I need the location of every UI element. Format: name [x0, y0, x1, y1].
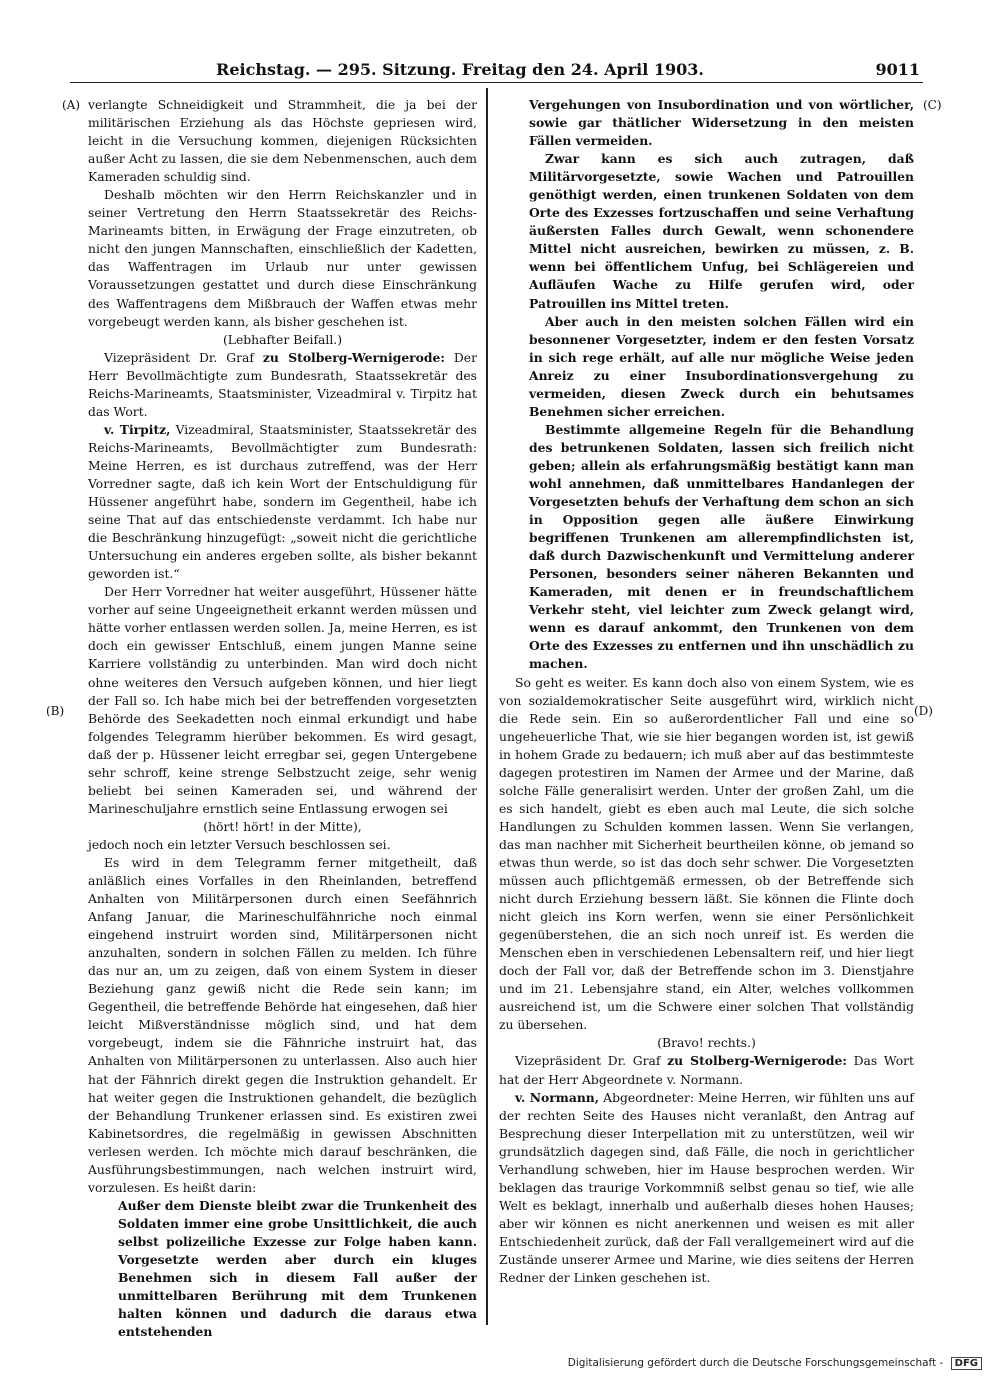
speaker-name: zu Stolberg-Wernigerode: — [667, 1053, 847, 1069]
quoted-regulation: Außer dem Dienste bleibt zwar die Trunkenheit des Soldaten immer eine grobe Unsittlichkeit, die auch selbst polizeiliche Exzesse zur Folge haben kann. Vorgesetzte werden aber durch ein kluges Benehmen sich in diesem Fall außer der unmittelbaren Berührung mit dem Trunkenen halten können und dadurch die daraus etwa entstehenden — [118, 1197, 477, 1340]
speaker-text: Abgeordneter: Meine Herren, wir fühlten uns auf der rechten Seite des Hauses nicht veranlaßt, den Antrag auf Besprechung dieser Interpellation mit zu unterstützen, weil wir grundsätzlich dagegen sind, daß Fälle, die noch in gerichtlicher Verhandlung schweben, hier im Hause besprochen werden. Wir beklagen das traurige Vorkommniß selbst genau so tief, wie alle Welt es beklagt, innerhalb und außerhalb dieses hohen Hauses; aber wir können es nicht anerkennen und weisen es mit aller Entschiedenheit zurück, daß der Fall verallgemeinert wird auf die Zustände unserer Armee und Marine, wie dies seitens der Herren Redner der Linken geschehen ist. — [499, 1090, 914, 1286]
margin-mark-a: (A) — [62, 98, 81, 112]
speaker-title: Vizepräsident Dr. Graf — [104, 350, 263, 365]
paragraph: So geht es weiter. Es kann doch also von einem System, wie es von sozialdemokratischer Seite ausgeführt wird, wirklich nicht die Rede sein. Ein so außerordentlicher Fall und eine so ungeheuerliche That, wie sie hier begangen worden ist, ist gewiß in hohem Grade zu bedauern; ich muß aber auf das bestimmteste dagegen protestiren im Namen der Armee und der Marine, daß solche Fälle generalisirt werden. Unter der großen Zahl, um die es sich handelt, giebt es eben auch mal Leute, die sich solche Handlungen zu Schulden kommen lassen. Wenn Sie verlangen, das man nachher mit Sicherheit beurtheilen könne, ob jemand so etwas thun werde, so ist das doch sehr schwer. Die Vorgesetzten müssen auch pflichtgemäß ermessen, ob der Betreffende sich nicht durch Erziehung bessern läßt. Sie können die Flinte doch nicht gleich ins Korn werfen, wenn sie einer Persönlichkeit gegenüberstehen, die an sich noch unreif ist. Es werden die Menschen eben in verschiedenen Lebensaltern reif, und hier liegt doch der Fall vor, daß der Betreffende schon im 3. Dienstjahre und im 21. Lebensjahre stand, ein Alter, welches vollkommen ausreichend ist, um die Schwere einer solchen That vollständig zu übersehen. — [499, 675, 914, 1033]
speaker-paragraph — [499, 1052, 914, 1088]
interjection: (hört! hört! in der Mitte), — [203, 819, 362, 834]
margin-mark-b: (B) — [46, 704, 65, 718]
speaker-paragraph — [88, 349, 477, 421]
speaker-name: v. Normann, — [515, 1089, 600, 1105]
quoted-regulation: Vergehungen von Insubordination und von wörtlicher, sowie gar thätlicher Widersetzung in den meisten Fällen vermeiden. — [529, 97, 914, 149]
paragraph: jedoch noch ein letzter Versuch beschlossen sei. — [88, 837, 391, 852]
interjection: (Bravo! rechts.) — [657, 1036, 756, 1051]
page-number: 9011 — [875, 60, 920, 79]
paragraph: Es wird in dem Telegramm ferner mitgetheilt, daß anläßlich eines Vorfalles in den Rheinlanden, betreffend Anhalten von Militärpersonen durch einen Seefähnrich Anfang Januar, die Marineschulfähnriche noch einmal eingehend instruirt worden sind, Militärpersonen nicht anzuhalten, sondern in solchen Fällen zu melden. Ich führe das nur an, um zu zeigen, daß von einem System in dieser Beziehung ganz gewiß nicht die Rede sein kann; im Gegentheil, die betreffende Behörde hat eingesehen, daß hier leicht Mißverständnisse möglich sind, und hat dem vorgebeugt, indem sie die Fähnriche instruirt hat, das Anhalten von Militärpersonen zu unterlassen. Also auch hier hat der Fähnrich direkt gegen die Instruktion gehandelt. Er hat weiter gegen die Instruktionen gehandelt, die bezüglich der Behandlung Trunkener erlassen sind. Es existiren zwei Kabinetsordres, die regelmäßig in gewissen Abschnitten verlesen werden. Ich möchte mich darauf beschränken, die Ausführungsbestimmungen, nach welchen instruirt wird, vorzulesen. Es heißt darin: — [88, 855, 477, 1195]
quoted-regulation: Zwar kann es sich auch zutragen, daß Militärvorgesetzte, sowie Wachen und Patrouillen genöthigt werden, einen trunkenen Soldaten von dem Orte des Exzesses fortzuschaffen und seine Verhaftung äußersten Falles durch Gewalt, wenn schonendere Mittel nicht ausreichen, bewirken zu müssen, z. B. wenn bei öffentlichem Unfug, bei Schlägereien und Aufläufen Wache zu Hilfe gerufen wird, oder Patrouillen ins Mittel treten. — [529, 151, 914, 311]
paragraph: Der Herr Vorredner hat weiter ausgeführt, Hüssener hätte vorher auf seine Ungeeignetheit erkannt werden müssen und hätte vorher entlassen werden sollen. Ja, meine Herren, es ist doch ein gewisser Entschluß, einem jungen Manne seine Karriere vollständig zu unterbinden. Man wird doch nicht ohne weiteres den Versuch aufgeben können, und hier liegt der Fall so. Ich habe mich bei der betreffenden vorgesetzten Behörde des Seekadetten noch einmal erkundigt und habe folgendes Telegramm hierüber bekommen. Es wird gesagt, daß der p. Hüssener leicht erregbar sei, gegen Untergebene sehr schroff, keine strenge Selbstzucht zeige, sehr wenig beliebt bei seinen Kameraden sei, und während der Marineschuljahre ernstlich seine Entlassung erwogen sei — [88, 585, 477, 816]
right-column — [499, 96, 914, 1287]
paragraph: Deshalb möchten wir den Herrn Reichskanzler und in seiner Vertretung den Herrn Staatssekretär des Reichs-Marineamts bitten, in Erwägung der Frage einzutreten, ob nicht den jungen Mannschaften, einschließlich der Kadetten, das Waffentragen im Urlaub nur unter gewissen Voraussetzungen gestattet und durch diese Einschränkung des Waffentragens dem Mißbrauch der Waffen etwas mehr vorgebeugt werden kann, als bisher geschehen ist. — [88, 188, 477, 329]
speaker-text: Das Wort hat der Herr Abgeordnete v. Normann. — [499, 1054, 914, 1087]
speaker-paragraph — [499, 1089, 914, 1288]
speaker-title: Vizepräsident Dr. Graf — [515, 1054, 668, 1069]
speaker-name: v. Tirpitz, — [104, 421, 171, 437]
quoted-regulation: Bestimmte allgemeine Regeln für die Behandlung des betrunkenen Soldaten, lassen sich freilich nicht geben; allein als erfahrungsmäßig bestätigt kann man wohl annehmen, daß unmittelbares Handanlegen der Vorgesetzten behufs der Verhaftung dem schon an sich in Opposition gegen alle äußere Einwirkung begriffenen Trunkenen am allerempfindlichsten ist, daß durch Dazwischenkunft und Vermittelung anderer Personen, besonders seiner näheren Bekannten und Kameraden, mit denen er in freundschaftlichem Verkehr steht, viel leichter zum Zweck gelangt wird, wenn es darauf ankommt, den Trunkenen von dem Orte des Exzesses zu entfernen und ihn unschädlich zu machen. — [529, 421, 914, 672]
paragraph: verlangte Schneidigkeit und Strammheit, die ja bei der militärischen Erziehung als das Höchste gepriesen wird, leicht in die Versuchung kommen, diejenigen Rücksichten außer Acht zu lassen, die sie dem Nebenmenschen, auch dem Kameraden schuldig sind. — [88, 98, 477, 185]
digitization-credit — [568, 1357, 982, 1370]
left-column — [88, 96, 477, 1341]
speaker-name: zu Stolberg-Wernigerode: — [262, 349, 445, 365]
speaker-text: Vizeadmiral, Staatsminister, Staatssekretär des Reichs-Marineamts, Bevollmächtigter zum Bundesrath: Meine Herren, es ist durchaus zutreffend, was der Herr Vorredner sagte, daß ich kein Wort der Entschuldigung für Hüssener angeführt habe, sondern im Gegentheil, habe ich seine That auf das entschiedenste verdammt. Ich habe nur die Beschränkung hinzugefügt: „soweit nicht die gerichtliche Untersuchung ein anderes ergeben sollte, als bisher bekannt geworden ist.“ — [88, 422, 478, 582]
running-title: Reichstag. — 295. Sitzung. Freitag den 24. April 1903. — [216, 60, 704, 79]
margin-mark-c: (C) — [923, 98, 942, 112]
dfg-logo: DFG — [951, 1357, 982, 1370]
interjection: (Lebhafter Beifall.) — [222, 332, 343, 347]
quoted-regulation: Aber auch in den meisten solchen Fällen wird ein besonnener Vorgesetzter, indem er den festen Vorsatz in sich rege erhält, auf alle nur mögliche Weise jeden Anreiz zu einer Insubordinationsvergehung zu vermeiden, diesen Zweck durch ein behutsames Benehmen sicher erreichen. — [529, 313, 914, 419]
credit-text: Digitalisierung gefördert durch die Deutsche Forschungsgemeinschaft - — [567, 1357, 944, 1369]
column-divider — [486, 88, 488, 1325]
margin-mark-d: (D) — [914, 704, 933, 718]
header-rule — [70, 82, 923, 83]
speaker-paragraph — [88, 421, 477, 583]
speaker-text: Der Herr Bevollmächtigte zum Bundesrath, Staatssekretär des Reichs-Marineamts, Staatsminister, Vizeadmiral v. Tirpitz hat das Wort. — [88, 350, 478, 419]
page-header — [60, 60, 920, 84]
